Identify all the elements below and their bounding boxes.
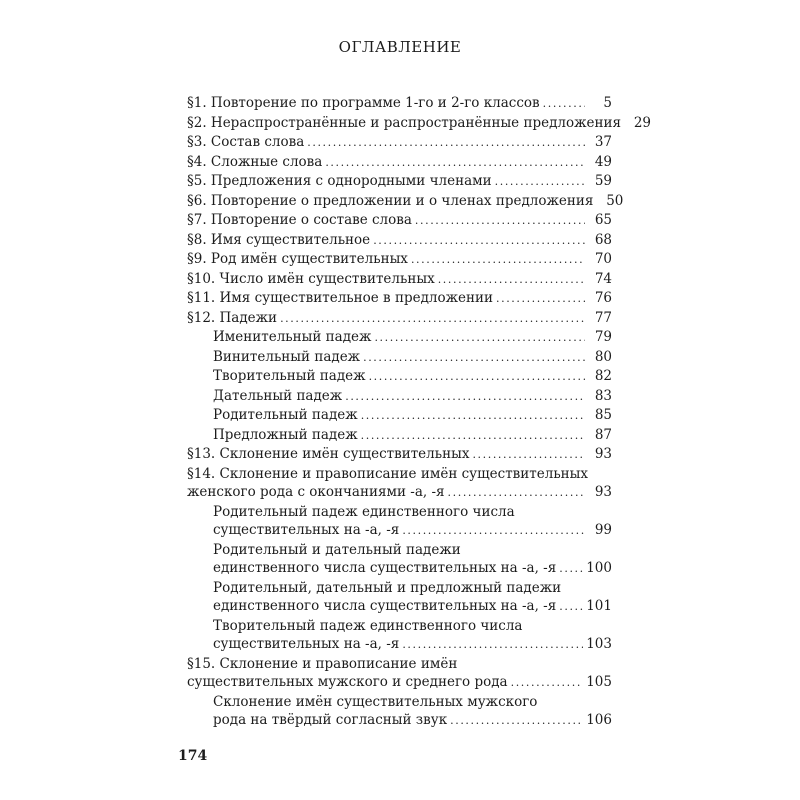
- toc-line: [213, 387, 612, 407]
- dot-leader: [402, 522, 585, 541]
- toc-line: [187, 192, 624, 212]
- toc-page-number: 65: [594, 212, 612, 228]
- toc-entry-title: §7. Повторение о составе слова: [187, 212, 412, 228]
- toc-page-number: 49: [594, 153, 612, 170]
- toc-entry-title: существительных на -а, -я: [213, 636, 400, 652]
- toc-entry-title: §8. Имя существительное: [187, 231, 371, 248]
- toc-line: [187, 655, 612, 674]
- toc-page-number: 50: [606, 192, 624, 209]
- toc-line: [213, 541, 612, 560]
- toc-line: [187, 94, 612, 114]
- toc-line: [187, 483, 612, 503]
- toc-line: [213, 328, 612, 348]
- toc-entry-title: Родительный, дательный и предложный падежи: [213, 579, 562, 596]
- dot-leader: [450, 712, 583, 731]
- toc-entry-title: Родительный падеж: [213, 407, 358, 423]
- toc-page-number: 82: [594, 368, 612, 384]
- toc-entry: [187, 94, 612, 114]
- toc-entry-title: Склонение имён существительных мужского: [213, 693, 538, 710]
- page-title: ОГЛАВЛЕНИЕ: [338, 38, 462, 56]
- toc-subentry: [187, 693, 612, 731]
- toc-line: [187, 250, 612, 270]
- toc-line: [213, 367, 612, 387]
- dot-leader: [361, 427, 585, 446]
- toc-subentry: [187, 541, 612, 579]
- toc-line: [187, 153, 612, 173]
- toc-entry-title: Винительный падеж: [213, 348, 361, 365]
- dot-leader: [361, 407, 585, 426]
- toc-page-number: 103: [586, 636, 612, 652]
- table-of-contents: [187, 94, 652, 731]
- toc-page-number: 77: [594, 309, 612, 326]
- toc-entry: [187, 114, 652, 134]
- toc-entry: [187, 655, 612, 693]
- dot-leader: [495, 173, 585, 192]
- toc-page-number: 59: [594, 173, 612, 189]
- dot-leader: [325, 154, 585, 173]
- toc-line: [213, 579, 612, 598]
- toc-subentry: [187, 617, 612, 655]
- toc-entry-title: Предложный падеж: [213, 426, 358, 443]
- dot-leader: [496, 290, 585, 309]
- toc-line: [213, 406, 612, 426]
- toc-entry-title: §2. Нераспространённые и распространённые предложения: [187, 114, 622, 131]
- dot-leader: [345, 388, 585, 407]
- toc-entry-title: §11. Имя существительное в предложении: [187, 290, 493, 306]
- toc-entry-title: §13. Склонение имён существительных: [187, 446, 470, 462]
- dot-leader: [559, 560, 583, 579]
- toc-entry-title: рода на твёрдый согласный звук: [213, 712, 448, 728]
- toc-line: [213, 635, 612, 655]
- toc-line: [187, 270, 612, 290]
- dot-leader: [411, 251, 585, 270]
- toc-entry: [187, 270, 612, 290]
- toc-entry-title: §15. Склонение и правописание имён: [187, 655, 458, 672]
- toc-entry: [187, 133, 612, 153]
- toc-page-number: 74: [594, 270, 612, 287]
- toc-page-number: 79: [594, 329, 612, 345]
- toc-entry-title: Родительный падеж единственного числа: [213, 503, 515, 520]
- toc-page-number: 93: [594, 446, 612, 462]
- toc-entry: [187, 250, 612, 270]
- toc-entry-title: §1. Повторение по программе 1-го и 2-го классов: [187, 95, 540, 111]
- toc-entry-title: единственного числа существительных на -а, -я: [213, 598, 557, 614]
- toc-entry-title: существительных мужского и среднего рода: [187, 674, 508, 690]
- toc-page-number: 93: [594, 484, 612, 500]
- toc-page-number: 99: [594, 522, 612, 538]
- toc-entry-title: существительных на -а, -я: [213, 522, 400, 538]
- toc-page-number: 5: [603, 95, 612, 111]
- dot-leader: [543, 95, 585, 114]
- toc-page-number: 101: [586, 598, 612, 614]
- toc-page-number: 80: [594, 348, 612, 365]
- toc-line: [187, 172, 612, 192]
- toc-line: [213, 711, 612, 731]
- dot-leader: [472, 446, 585, 465]
- toc-line: [213, 693, 612, 712]
- toc-line: [187, 211, 612, 231]
- toc-line: [213, 426, 612, 446]
- toc-line: [187, 309, 612, 329]
- toc-entry: [187, 192, 624, 212]
- toc-entry: [187, 153, 612, 173]
- toc-line: [213, 559, 612, 579]
- page-number: 174: [178, 748, 208, 764]
- toc-line: [187, 133, 612, 153]
- toc-subentry: [187, 503, 612, 541]
- toc-entry-title: Родительный и дательный падежи: [213, 541, 461, 558]
- toc-entry-title: Творительный падеж: [213, 368, 366, 384]
- dot-leader: [363, 349, 585, 368]
- dot-leader: [280, 310, 585, 329]
- dot-leader: [438, 271, 585, 290]
- toc-subentry: [187, 579, 612, 617]
- toc-line: [213, 503, 612, 522]
- toc-subentry: [187, 348, 612, 368]
- toc-page-number: 100: [586, 560, 612, 576]
- dot-leader: [307, 134, 585, 153]
- toc-subentry: [187, 367, 612, 387]
- toc-entry-title: §5. Предложения с однородными членами: [187, 173, 492, 189]
- toc-page-number: 87: [594, 426, 612, 443]
- toc-page-number: 68: [594, 231, 612, 248]
- toc-entry-title: Именительный падеж: [213, 329, 372, 345]
- toc-line: [213, 348, 612, 368]
- toc-line: [187, 465, 612, 484]
- toc-entry-title: §4. Сложные слова: [187, 153, 323, 170]
- toc-page-number: 83: [594, 387, 612, 404]
- toc-page-number: 29: [633, 114, 652, 131]
- dot-leader: [369, 368, 585, 387]
- toc-page-number: 106: [586, 712, 612, 728]
- toc-entry: [187, 231, 612, 251]
- toc-entry-title: женского рода с окончаниями -а, -я: [187, 484, 445, 500]
- toc-entry-title: Творительный падеж единственного числа: [213, 617, 523, 634]
- toc-line: [213, 521, 612, 541]
- toc-line: [187, 231, 612, 251]
- toc-entry: [187, 172, 612, 192]
- toc-line: [213, 617, 612, 636]
- dot-leader: [415, 212, 585, 231]
- dot-leader: [448, 484, 585, 503]
- toc-subentry: [187, 387, 612, 407]
- toc-entry-title: §9. Род имён существительных: [187, 251, 408, 267]
- toc-line: [187, 673, 612, 693]
- toc-entry: [187, 289, 612, 309]
- toc-entry-title: Дательный падеж: [213, 387, 343, 404]
- dot-leader: [511, 674, 584, 693]
- toc-page-number: 76: [594, 290, 612, 306]
- dot-leader: [373, 232, 585, 251]
- toc-entry-title: §12. Падежи: [187, 309, 278, 326]
- toc-page-number: 85: [594, 407, 612, 423]
- toc-line: [213, 597, 612, 617]
- toc-entry-title: §10. Число имён существительных: [187, 270, 435, 287]
- toc-line: [187, 445, 612, 465]
- toc-subentry: [187, 328, 612, 348]
- toc-line: [187, 289, 612, 309]
- toc-entry-title: §3. Состав слова: [187, 134, 305, 150]
- toc-entry: [187, 211, 612, 231]
- dot-leader: [402, 636, 583, 655]
- toc-entry-title: §6. Повторение о предложении и о членах предложения: [187, 192, 594, 209]
- toc-entry: [187, 445, 612, 465]
- toc-line: [187, 114, 652, 134]
- toc-page-number: 70: [594, 251, 612, 267]
- toc-entry: [187, 309, 612, 329]
- toc-page-number: 37: [594, 134, 612, 150]
- dot-leader: [374, 329, 585, 348]
- dot-leader: [559, 598, 583, 617]
- toc-subentry: [187, 426, 612, 446]
- toc-entry-title: §14. Склонение и правописание имён существительных: [187, 465, 589, 482]
- toc-entry: [187, 465, 612, 503]
- toc-subentry: [187, 406, 612, 426]
- toc-page-number: 105: [586, 674, 612, 690]
- toc-entry-title: единственного числа существительных на -а, -я: [213, 560, 557, 576]
